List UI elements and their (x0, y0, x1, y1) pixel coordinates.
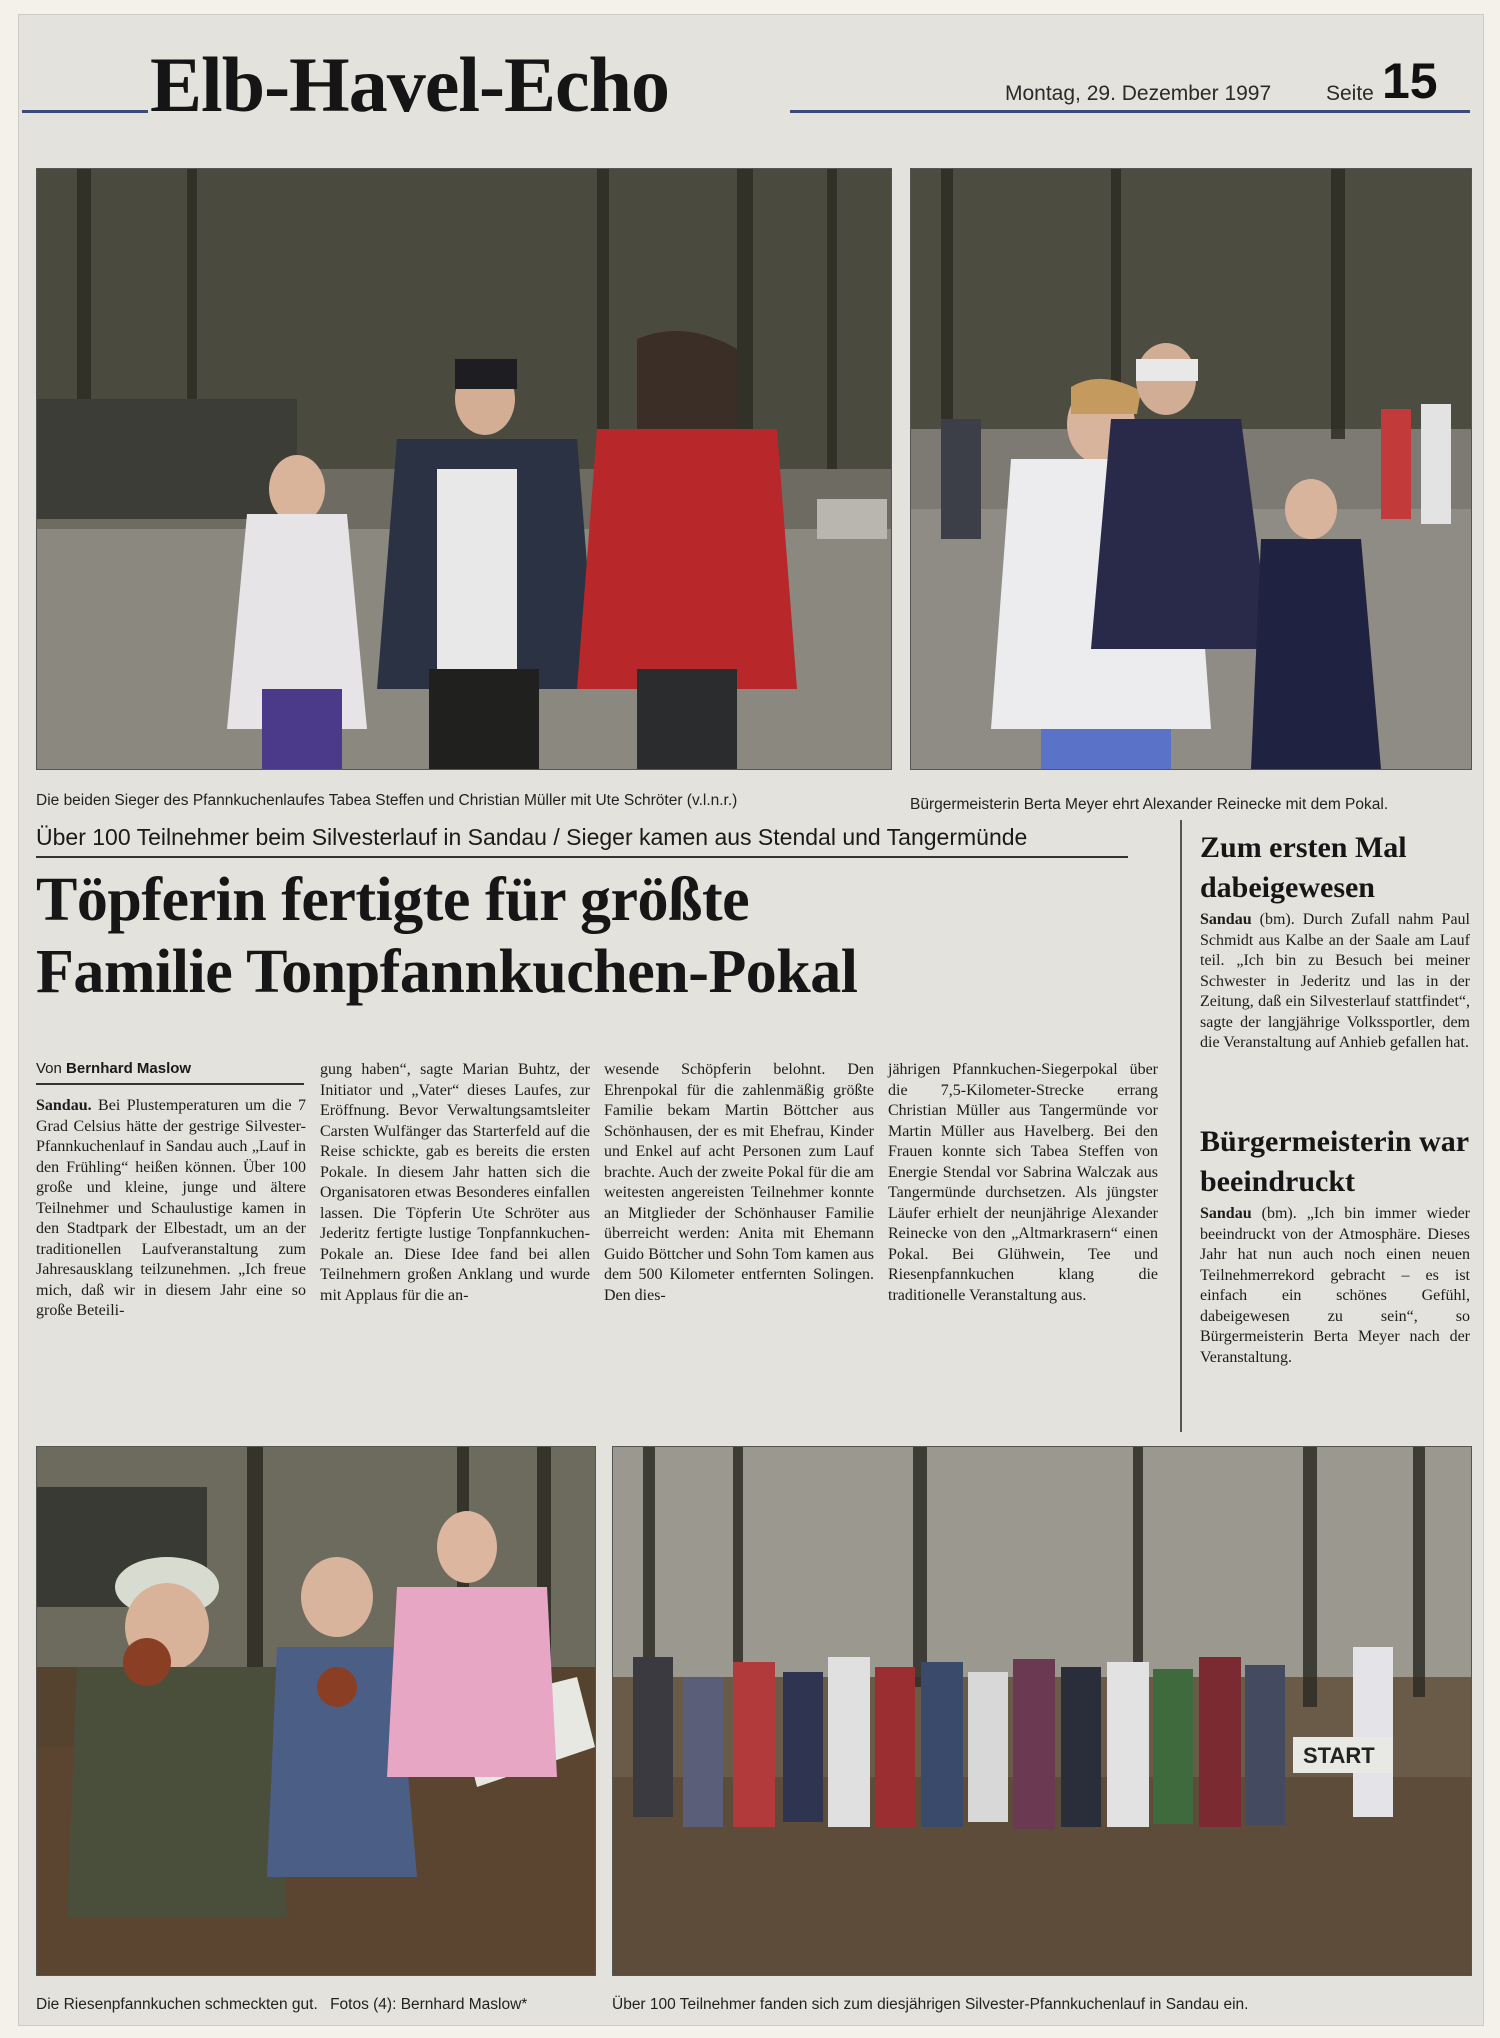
kicker-rule (36, 856, 1128, 858)
article-headline (36, 864, 1156, 1008)
sidebar-1-dateline: Sandau (1200, 911, 1252, 928)
sidebar-1-body: (bm). Durch Zufall nahm Paul Schmidt aus Kalbe an der Saale am Lauf teil. „Ich bin zu Besuch bei meiner Schwester in Jederitz und las in der Zeitung, daß ein Silvesterlauf stattfindet“, sagte der langjährige Volkssportler, dem die Veranstaltung auf Anhieb gefallen hat. (1200, 911, 1470, 1051)
photo-race-start (612, 1446, 1472, 1976)
photo-pancake-eaters (36, 1446, 596, 1976)
page-label: Seite (1326, 82, 1374, 105)
masthead-rule-right (790, 110, 1470, 113)
sidebar-divider (1180, 820, 1182, 1432)
headline-line-1: Töpferin fertigte für größte (36, 866, 750, 934)
caption-pancakes (36, 1996, 527, 2014)
article-column-2 (320, 1060, 590, 1306)
byline-prefix: Von (36, 1060, 62, 1077)
photo-credit: Fotos (4): Bernhard Maslow* (330, 1996, 528, 2013)
byline-author: Bernhard Maslow (66, 1060, 192, 1077)
byline-rule (36, 1083, 304, 1085)
column-3-text: wesende Schöpferin belohnt. Den Ehrenpokal für die zahlenmäßig größte Familie bekam Martin Böttcher aus Schönhausen, der es mit Ehefrau, Kinder und Enkel auf acht Personen zum Lauf brachte. Auch der zweite Pokal für die am weitesten angereisten Teilnehmer konnte an Mitglieder der Schönhauser Familie überreicht werden: Anita mit Ehemann Guido Böttcher und Sohn Tom kamen aus dem 500 Kilometer entfernten Solingen. Den dies- (604, 1061, 874, 1304)
article-column-3 (604, 1060, 874, 1306)
headline-line-2: Familie Tonpfannkuchen-Pokal (36, 938, 858, 1006)
sidebar-text-1 (1200, 910, 1470, 1054)
photo-mayor-trophy (910, 168, 1472, 770)
masthead-title: Elb-Havel-Echo (150, 41, 670, 128)
page-number: 15 (1382, 53, 1438, 109)
byline (36, 1060, 191, 1077)
caption-mayor-trophy: Bürgermeisterin Berta Meyer ehrt Alexander Reinecke mit dem Pokal. (910, 796, 1389, 813)
start-sign-text: START (1303, 1743, 1375, 1768)
column-1-text: Bei Plustemperaturen um die 7 Grad Celsius hätte der gestrige Silvester-Pfannkuchenlauf in Sandau auch „Lauf in den Frühling“ heißen können. Über 100 große und kleine, junge und ältere Teilnehmer und Schaulustige kamen in den Stadtpark der Elbestadt, um an der traditionellen Laufveranstaltung zum Jahresausklang teilzunehmen. „Ich freue mich, daß wir in diesem Jahr eine so große Beteili- (36, 1097, 307, 1319)
sidebar-headline-1: Zum ersten Mal dabeigewesen (1200, 831, 1407, 904)
sidebar-text-2 (1200, 1204, 1470, 1368)
sidebar-2-body: (bm). „Ich bin immer wieder beeindruckt von der Atmosphäre. Dieses Jahr hat nun auch noch einen neuen Teilnehmerrekord gebracht – es ist einfach ein schönes Gefühl, dabeigewesen zu sein“, so Bürgermeisterin Berta Meyer nach der Veranstaltung. (1200, 1205, 1471, 1366)
caption-winners: Die beiden Sieger des Pfannkuchenlaufes Tabea Steffen und Christian Müller mit Ute Schröter (v.l.n.r.) (36, 792, 738, 809)
caption-pancakes-text: Die Riesenpfannkuchen schmeckten gut. (36, 1996, 318, 2013)
article-kicker: Über 100 Teilnehmer beim Silvesterlauf in Sandau / Sieger kamen aus Stendal und Tangermünde (36, 824, 1028, 850)
caption-race-start: Über 100 Teilnehmer fanden sich zum diesjährigen Silvester-Pfannkuchenlauf in Sandau ein. (612, 1996, 1249, 2013)
article-column-1 (36, 1096, 306, 1322)
article-column-4 (888, 1060, 1158, 1306)
column-4-text: jährigen Pfannkuchen-Siegerpokal über die 7,5-Kilometer-Strecke errang Christian Müller aus Tangermünde vor Martin Müller aus Havelberg. Bei den Frauen konnte sich Tabea Steffen von Energie Stendal vor Sabrina Walczak aus Tangermünde durchsetzen. Als jüngster Läufer erhielt der neunjährige Alexander Reinecke von den „Altmarkrasern“ einen Pokal. Bei Glühwein, Tee und Riesenpfannkuchen klang die traditionelle Veranstaltung aus. (888, 1061, 1158, 1304)
issue-date: Montag, 29. Dezember 1997 (1005, 82, 1272, 105)
column-2-text: gung haben“, sagte Marian Buhtz, der Initiator und „Vater“ dieses Laufes, zur Eröffnung. Bevor Verwaltungsamtsleiter Carsten Wulfänger das Starterfeld auf die Reise schickte, gab es bereits die ersten Pokale. In diesem Jahr hatten sich die Organisatoren etwas Besonderes einfallen lassen. Die Töpferin Ute Schröter aus Jederitz fertigte lustige Tonpfannkuchen-Pokale an. Diese Idee fand bei allen Teilnehmern großen Anklang und wurde mit Applaus für die an- (320, 1061, 590, 1304)
column-1-dateline: Sandau. (36, 1097, 92, 1114)
sidebar-headline-2: Bürgermeisterin war beeindruckt (1200, 1125, 1469, 1198)
sidebar-2-dateline: Sandau (1200, 1205, 1252, 1222)
masthead-rule-left (22, 110, 148, 113)
photo-winners (36, 168, 892, 770)
